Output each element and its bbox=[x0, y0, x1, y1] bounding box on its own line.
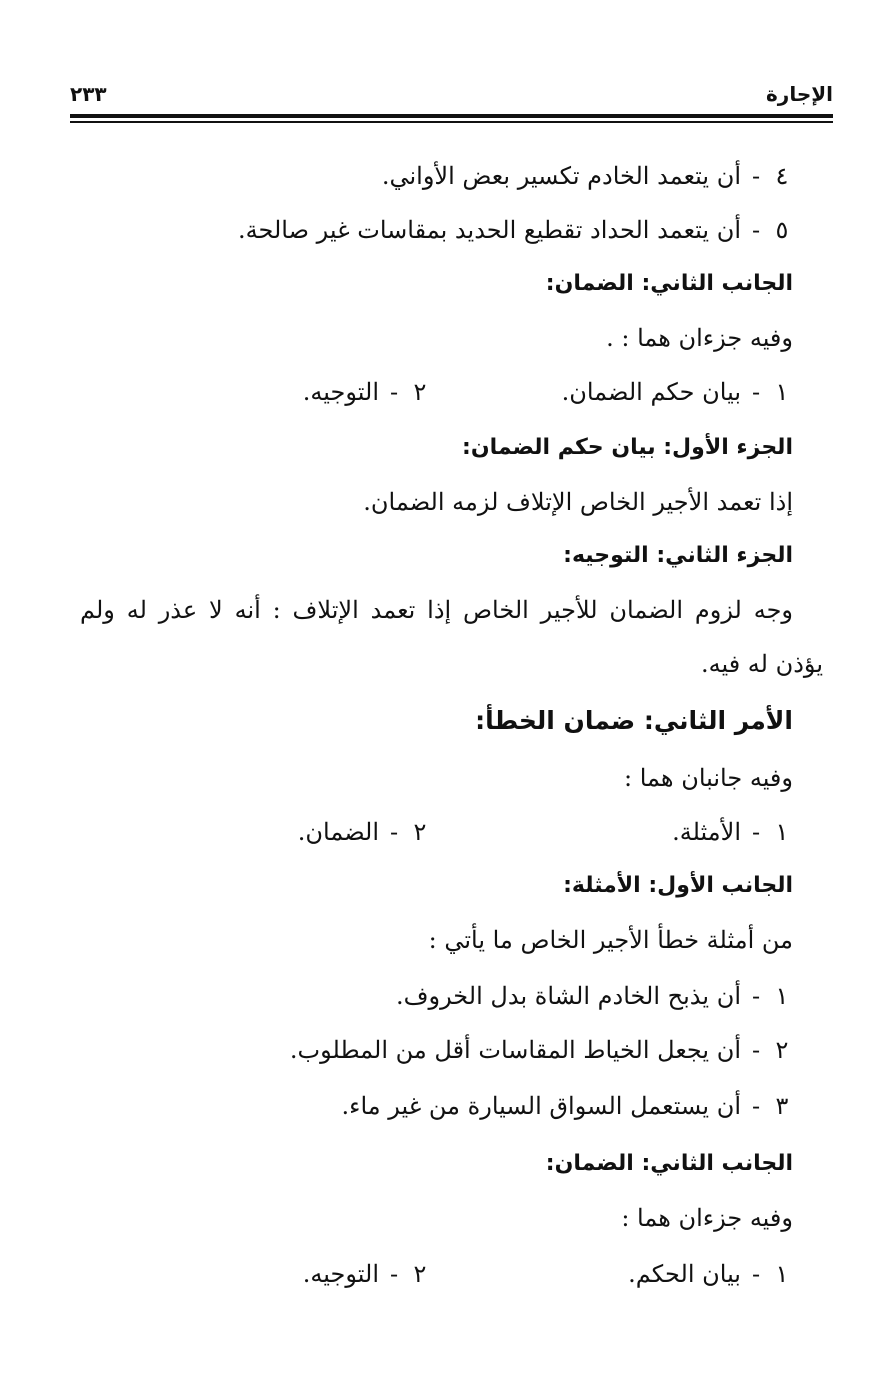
section-heading: الجزء الأول: بيان حكم الضمان: bbox=[462, 435, 793, 460]
paragraph: وفيه جزءان هما : bbox=[621, 1204, 793, 1232]
paragraph: من أمثلة خطأ الأجير الخاص ما يأتي : bbox=[428, 926, 793, 954]
list-dash: - bbox=[751, 1036, 761, 1064]
list-number: ١ bbox=[775, 1260, 789, 1288]
list-number: ١ bbox=[775, 378, 789, 406]
list-number: ١ bbox=[775, 982, 789, 1010]
list-item bbox=[298, 814, 431, 850]
section-heading: الأمر الثاني: ضمان الخطأ: bbox=[475, 706, 793, 735]
paragraph-line: يؤذن له فيه. bbox=[700, 650, 823, 678]
list-text: أن يجعل الخياط المقاسات أقل من المطلوب. bbox=[289, 1036, 741, 1064]
list-item bbox=[303, 1256, 431, 1292]
page-number: ٢٣٣ bbox=[70, 82, 107, 106]
list-item bbox=[70, 212, 793, 248]
list-item bbox=[628, 1260, 793, 1288]
paragraph-line: وجه لزوم الضمان للأجير الخاص إذا تعمد الإتلاف : أنه لا عذر له ولم bbox=[80, 596, 793, 624]
list-number: ٢ bbox=[413, 818, 427, 846]
list-item bbox=[70, 1032, 793, 1068]
list-item bbox=[562, 378, 793, 406]
list-item bbox=[303, 374, 431, 410]
section-heading: الجانب الثاني: الضمان: bbox=[545, 271, 793, 296]
list-text: أن يستعمل السواق السيارة من غير ماء. bbox=[341, 1092, 741, 1120]
list-item bbox=[70, 1088, 793, 1124]
running-title: الإجارة bbox=[766, 82, 833, 106]
list-dash: - bbox=[751, 378, 761, 406]
paragraph: إذا تعمد الأجير الخاص الإتلاف لزمه الضمان. bbox=[363, 488, 793, 516]
section-heading: الجانب الثاني: الضمان: bbox=[545, 1151, 793, 1176]
list-dash: - bbox=[751, 1092, 761, 1120]
list-row bbox=[70, 374, 793, 410]
list-dash: - bbox=[751, 216, 761, 244]
list-number: ٥ bbox=[775, 216, 789, 244]
list-dash: - bbox=[389, 378, 399, 406]
list-number: ٤ bbox=[775, 162, 789, 190]
list-text: التوجيه. bbox=[302, 378, 379, 406]
list-text: أن يتعمد الحداد تقطيع الحديد بمقاسات غير صالحة. bbox=[237, 216, 741, 244]
list-text: التوجيه. bbox=[302, 1260, 379, 1288]
list-row bbox=[70, 814, 793, 850]
section-heading: الجانب الأول: الأمثلة: bbox=[563, 873, 793, 898]
header-rule-thin bbox=[70, 121, 833, 123]
list-dash: - bbox=[389, 1260, 399, 1288]
list-number: ٢ bbox=[775, 1036, 789, 1064]
list-text: بيان حكم الضمان. bbox=[561, 378, 741, 406]
list-text: أن يذبح الخادم الشاة بدل الخروف. bbox=[395, 982, 741, 1010]
paragraph: وفيه جزءان هما : . bbox=[606, 324, 793, 352]
list-text: الأمثلة. bbox=[672, 818, 741, 846]
list-dash: - bbox=[751, 162, 761, 190]
list-dash: - bbox=[751, 1260, 761, 1288]
header-rule-thick bbox=[70, 114, 833, 118]
list-dash: - bbox=[751, 982, 761, 1010]
list-item bbox=[70, 978, 793, 1014]
page-header bbox=[70, 78, 833, 112]
list-dash: - bbox=[751, 818, 761, 846]
list-number: ١ bbox=[775, 818, 789, 846]
list-text: بيان الحكم. bbox=[628, 1260, 741, 1288]
list-number: ٣ bbox=[775, 1092, 789, 1120]
section-heading: الجزء الثاني: التوجيه: bbox=[563, 543, 793, 568]
paragraph: وفيه جانبان هما : bbox=[624, 764, 793, 792]
list-item bbox=[672, 818, 793, 846]
list-number: ٢ bbox=[413, 1260, 427, 1288]
list-number: ٢ bbox=[413, 378, 427, 406]
list-dash: - bbox=[389, 818, 399, 846]
list-item bbox=[70, 158, 793, 194]
list-row bbox=[70, 1256, 793, 1292]
list-text: الضمان. bbox=[297, 818, 379, 846]
list-text: أن يتعمد الخادم تكسير بعض الأواني. bbox=[381, 162, 741, 190]
